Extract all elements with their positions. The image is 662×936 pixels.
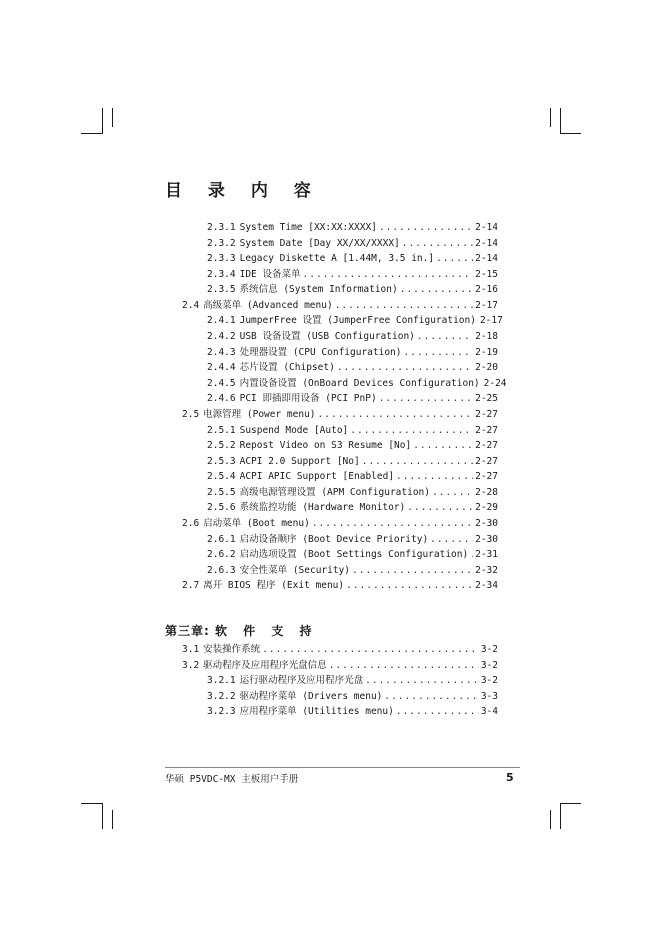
crop-mark xyxy=(560,803,561,829)
toc-entry xyxy=(182,643,498,656)
crop-mark xyxy=(112,810,113,829)
toc-entry-page: 3-2 xyxy=(480,675,498,686)
toc-entry-title: 启动菜单 (Boot menu) xyxy=(203,518,310,530)
toc-entry xyxy=(182,299,498,312)
leader-dots xyxy=(350,424,473,437)
toc-entry-title: 高级菜单 (Advanced menu) xyxy=(203,299,333,311)
toc-entry-page: 2-19 xyxy=(475,346,498,358)
toc-entry xyxy=(207,330,498,343)
toc-entry-number: 2.7 xyxy=(182,580,200,592)
toc-entry-number: 2.5.5 xyxy=(207,486,236,498)
toc-entry-page: 3-2 xyxy=(480,659,498,671)
toc-entry-title: 芯片设置 (Chipset) xyxy=(239,362,335,374)
toc-entry-title: 启动设备顺序 (Boot Device Priority) xyxy=(239,533,429,545)
toc-entry-page: 2-28 xyxy=(475,486,498,498)
toc-entry-number: 2.5.2 xyxy=(207,440,236,452)
crop-mark xyxy=(81,803,102,804)
toc-entry-title: 运行驱动程序及应用程序光盘 xyxy=(239,675,364,686)
leader-dots xyxy=(430,533,473,546)
toc-entry-number: 2.3.2 xyxy=(207,237,236,249)
leader-dots xyxy=(362,455,473,468)
toc-entry xyxy=(207,314,503,327)
leader-dots xyxy=(400,283,473,296)
toc-entry-number: 2.3.5 xyxy=(207,284,236,296)
footer-title: 华硕 P5VDC-MX 主板用户手册 xyxy=(165,774,299,785)
toc-entry-title: Suspend Mode [Auto] xyxy=(239,424,349,436)
toc-entry-page: 2-27 xyxy=(475,424,498,436)
toc-entry-number: 2.6.3 xyxy=(207,564,236,576)
toc-entry-page: 2-17 xyxy=(479,315,503,327)
chapter-title: 软 件 支 持 xyxy=(215,624,318,638)
toc-entry xyxy=(207,439,498,452)
toc-entry xyxy=(207,361,498,374)
toc-entry-title: Legacy Diskette A [1.44M, 3.5 in.] xyxy=(239,253,435,265)
toc-entry-title: 处理器设置 (CPU Configuration) xyxy=(239,346,402,358)
toc-entry-page: 2-27 xyxy=(475,455,498,467)
toc-entry-page: 2-31 xyxy=(475,549,498,561)
toc-entry-page: 2-27 xyxy=(475,408,498,420)
leader-dots xyxy=(318,408,474,421)
toc-entry-page: 3-2 xyxy=(480,644,498,655)
toc-entry-number: 2.4.3 xyxy=(207,346,236,358)
toc-entry-title: IDE 设备菜单 xyxy=(239,268,301,280)
toc-entry-number: 2.5.3 xyxy=(207,455,236,467)
leader-dots xyxy=(396,705,479,718)
leader-dots xyxy=(404,346,474,359)
leader-dots xyxy=(337,361,473,374)
toc-entry-title: 安装操作系统 xyxy=(203,644,261,655)
toc-entry-page: 2-34 xyxy=(475,580,498,592)
toc-entry-page: 2-14 xyxy=(475,253,498,265)
toc-entry-title: 电源管理 (Power menu) xyxy=(203,408,316,420)
toc-entry-number: 2.5.4 xyxy=(207,471,236,483)
toc-entry xyxy=(207,346,498,359)
toc-entry xyxy=(207,268,498,281)
toc-entry-number: 2.6 xyxy=(182,518,200,530)
toc-entry-title: 系统信息 (System Information) xyxy=(239,284,398,296)
toc-entry-number: 3.2 xyxy=(182,659,200,671)
leader-dots xyxy=(413,439,473,452)
toc-entry xyxy=(207,564,498,577)
toc-entry xyxy=(207,283,498,296)
crop-mark xyxy=(112,108,113,127)
leader-dots xyxy=(402,237,473,250)
toc-entry-number: 2.4.1 xyxy=(207,315,236,327)
toc-entry-page: 2-17 xyxy=(475,299,498,311)
leader-dots xyxy=(312,517,473,530)
leader-dots xyxy=(262,643,479,656)
toc-entry-page: 2-25 xyxy=(475,393,498,405)
toc-entry-number: 2.5 xyxy=(182,408,200,420)
leader-dots xyxy=(335,299,473,312)
toc-entry-title: 离开 BIOS 程序 (Exit menu) xyxy=(203,580,345,592)
leader-dots xyxy=(432,486,473,499)
toc-entry-number: 2.4.5 xyxy=(207,377,236,389)
toc-entry-title: 驱动程序菜单 (Drivers menu) xyxy=(239,690,383,702)
leader-dots xyxy=(470,548,473,561)
toc-entry-number: 2.4 xyxy=(182,299,200,311)
leader-dots xyxy=(384,690,478,703)
footer-divider xyxy=(165,767,520,768)
leader-dots xyxy=(303,268,474,281)
toc-entry xyxy=(207,501,498,514)
toc-entry-title: 安全性菜单 (Security) xyxy=(239,564,351,576)
toc-entry-title: ACPI 2.0 Support [No] xyxy=(239,455,360,467)
toc-entry xyxy=(207,533,498,546)
page-number: 5 xyxy=(506,771,514,784)
toc-entry xyxy=(182,579,498,592)
toc-entry-title: ACPI APIC Support [Enabled] xyxy=(239,471,395,483)
toc-entry-number: 2.6.2 xyxy=(207,549,236,561)
chapter-prefix: 第三章: xyxy=(165,624,210,638)
toc-entry xyxy=(207,252,498,265)
leader-dots xyxy=(329,659,479,672)
crop-mark xyxy=(560,108,561,134)
toc-entry-title: 内置设备设置 (OnBoard Devices Configuration) xyxy=(239,377,480,389)
toc-entry xyxy=(207,548,498,561)
toc-entry-page: 3-3 xyxy=(480,690,498,702)
toc-entry xyxy=(207,470,498,483)
crop-mark xyxy=(550,810,551,829)
leader-dots xyxy=(396,470,473,483)
toc-entry-page: 2-16 xyxy=(475,284,498,296)
toc-entry xyxy=(207,221,498,234)
toc-entry xyxy=(182,408,498,421)
toc-entry xyxy=(207,392,498,405)
crop-mark xyxy=(102,803,103,829)
toc-entry xyxy=(207,455,498,468)
toc-entry-page: 2-27 xyxy=(475,440,498,452)
toc-entry-number: 3.2.3 xyxy=(207,706,236,717)
toc-entry-number: 2.4.6 xyxy=(207,393,236,405)
toc-entry xyxy=(207,377,507,390)
toc-entry xyxy=(182,659,498,672)
toc-entry-page: 2-18 xyxy=(475,331,498,343)
toc-entry-number: 2.5.1 xyxy=(207,424,236,436)
toc-entry-page: 2-29 xyxy=(475,502,498,514)
toc-entry-title: 应用程序菜单 (Utilities menu) xyxy=(239,706,394,717)
toc-entry-title: PCI 即插即用设备 (PCI PnP) xyxy=(239,393,377,405)
toc-entry-title: 高级电源管理设置 (APM Configuration) xyxy=(239,486,430,498)
toc-entry-title: 系统监控功能 (Hardware Monitor) xyxy=(239,502,406,514)
toc-entry xyxy=(207,424,498,437)
toc-entry-title: System Time [XX:XX:XXXX] xyxy=(239,222,377,233)
toc-entry xyxy=(207,705,498,718)
leader-dots xyxy=(417,330,473,343)
toc-entry-page: 2-14 xyxy=(475,222,498,233)
toc-entry-title: 驱动程序及应用程序光盘信息 xyxy=(203,659,327,671)
toc-entry-page: 2-27 xyxy=(475,471,498,483)
toc-entry-title: Repost Video on S3 Resume [No] xyxy=(239,440,412,452)
toc-entry-number: 3.2.1 xyxy=(207,675,236,686)
toc-entry-number: 2.3.4 xyxy=(207,268,236,280)
crop-mark xyxy=(550,108,551,127)
toc-entry-title: 启动选项设置 (Boot Settings Configuration) xyxy=(239,549,469,561)
toc-entry xyxy=(182,517,498,530)
toc-entry-page: 2-14 xyxy=(475,237,498,249)
toc-entry-page: 2-20 xyxy=(475,362,498,374)
toc-entry-number: 2.3.1 xyxy=(207,222,236,233)
toc-entry-title: JumperFree 设置 (JumperFree Configuration) xyxy=(239,315,476,327)
toc-entry-page: 3-4 xyxy=(480,706,498,717)
toc-entry-number: 3.2.2 xyxy=(207,690,236,702)
chapter-heading xyxy=(165,622,318,639)
toc-entry xyxy=(207,690,498,703)
leader-dots xyxy=(436,252,473,265)
leader-dots xyxy=(352,564,473,577)
page-title: 目 录 内 容 xyxy=(165,181,321,201)
crop-mark xyxy=(560,133,581,134)
toc-entry-number: 2.6.1 xyxy=(207,533,236,545)
toc-entry xyxy=(207,486,498,499)
leader-dots xyxy=(346,579,473,592)
toc-entry xyxy=(207,237,498,250)
crop-mark xyxy=(102,108,103,134)
toc-entry-page: 2-24 xyxy=(483,377,507,389)
leader-dots xyxy=(365,674,479,687)
toc-entry-title: USB 设备设置 (USB Configuration) xyxy=(239,331,415,343)
toc-entry-page: 2-32 xyxy=(475,564,498,576)
toc-entry-page: 2-15 xyxy=(475,268,498,280)
toc-entry-number: 2.5.6 xyxy=(207,502,236,514)
toc-entry-number: 2.4.4 xyxy=(207,362,236,374)
toc-entry-number: 2.3.3 xyxy=(207,253,236,265)
leader-dots xyxy=(407,501,473,514)
toc-entry-number: 2.4.2 xyxy=(207,331,236,343)
crop-mark xyxy=(560,803,581,804)
leader-dots xyxy=(379,221,473,234)
toc-entry-page: 2-30 xyxy=(475,518,498,530)
toc-entry-page: 2-30 xyxy=(475,533,498,545)
crop-mark xyxy=(81,133,102,134)
toc-entry-number: 3.1 xyxy=(182,644,200,655)
leader-dots xyxy=(379,392,473,405)
toc-entry xyxy=(207,674,498,687)
toc-entry-title: System Date [Day XX/XX/XXXX] xyxy=(239,237,400,249)
